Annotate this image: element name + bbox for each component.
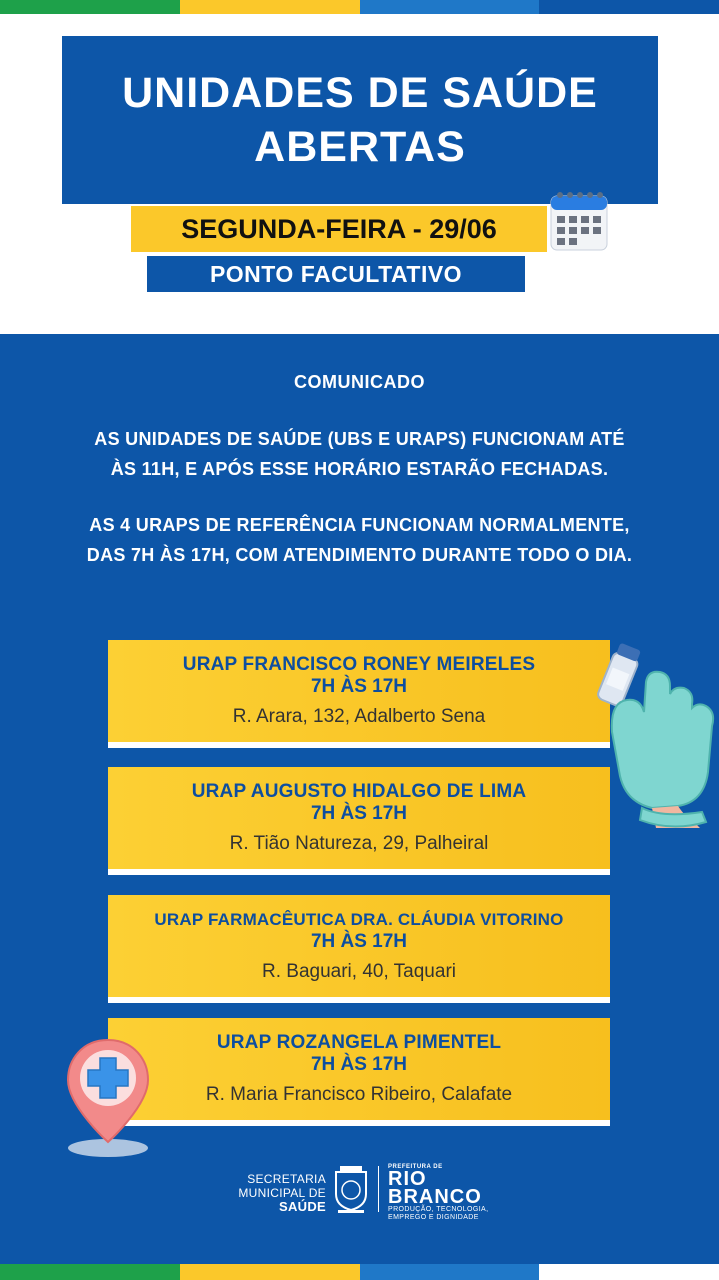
- ponto-facultativo-banner: PONTO FACULTATIVO: [147, 256, 525, 292]
- gloved-hand-vaccine-icon: [582, 642, 719, 832]
- unit-name: URAP ROZANGELA PIMENTEL: [216, 1032, 502, 1053]
- notice-heading: COMUNICADO: [294, 372, 425, 392]
- location-pin-health-icon: [62, 1034, 154, 1162]
- unit-card: [108, 767, 610, 875]
- unit-card: [108, 640, 610, 748]
- unit-address: R. Maria Francisco Ribeiro, Calafate: [205, 1084, 513, 1105]
- bottom-color-stripe: [0, 1264, 719, 1280]
- unit-card: [108, 895, 610, 1003]
- unit-hours: 7H ÀS 17H: [310, 803, 408, 824]
- unit-name: URAP FARMACÊUTICA DRA. CLÁUDIA VITORINO: [154, 910, 564, 929]
- unit-address: R. Tião Natureza, 29, Palheiral: [229, 833, 489, 854]
- unit-hours: 7H ÀS 17H: [310, 1054, 408, 1075]
- unit-card: [108, 1018, 610, 1126]
- unit-name: URAP FRANCISCO RONEY MEIRELES: [182, 654, 536, 675]
- unit-hours: 7H ÀS 17H: [310, 676, 408, 697]
- unit-address: R. Arara, 132, Adalberto Sena: [232, 706, 486, 727]
- rio-branco-logo: PREFEITURA DE RIO BRANCO PRODUÇÃO, TECNOLOGIA, EMPREGO E DIGNIDADE: [388, 1164, 489, 1221]
- title-box: [62, 36, 658, 204]
- notice-paragraph-1: AS UNIDADES DE SAÚDE (UBS E URAPS) FUNCIONAM ATÉ ÀS 11H, E APÓS ESSE HORÁRIO ESTARÃO FECHADAS.: [94, 429, 625, 479]
- main-panel: [0, 334, 719, 1264]
- title-line-2: ABERTAS: [254, 123, 466, 171]
- notice-paragraph-2: AS 4 URAPS DE REFERÊNCIA FUNCIONAM NORMALMENTE, DAS 7H ÀS 17H, COM ATENDIMENTO DURANTE TODO O DIA.: [86, 515, 633, 565]
- date-banner: SEGUNDA-FEIRA - 29/06: [131, 206, 547, 252]
- secretaria-text: SECRETARIA MUNICIPAL DE SAÚDE: [238, 1172, 326, 1214]
- unit-hours: 7H ÀS 17H: [310, 931, 408, 952]
- top-color-stripe: [0, 0, 719, 14]
- calendar-icon: [548, 186, 610, 254]
- unit-name: URAP AUGUSTO HIDALGO DE LIMA: [191, 781, 527, 802]
- unit-address: R. Baguari, 40, Taquari: [262, 961, 456, 982]
- footer: [0, 1160, 719, 1230]
- municipal-seal-icon: [332, 1164, 370, 1214]
- title-line-1: UNIDADES DE SAÚDE: [122, 69, 598, 117]
- footer-divider: [378, 1166, 379, 1212]
- header: [0, 14, 719, 334]
